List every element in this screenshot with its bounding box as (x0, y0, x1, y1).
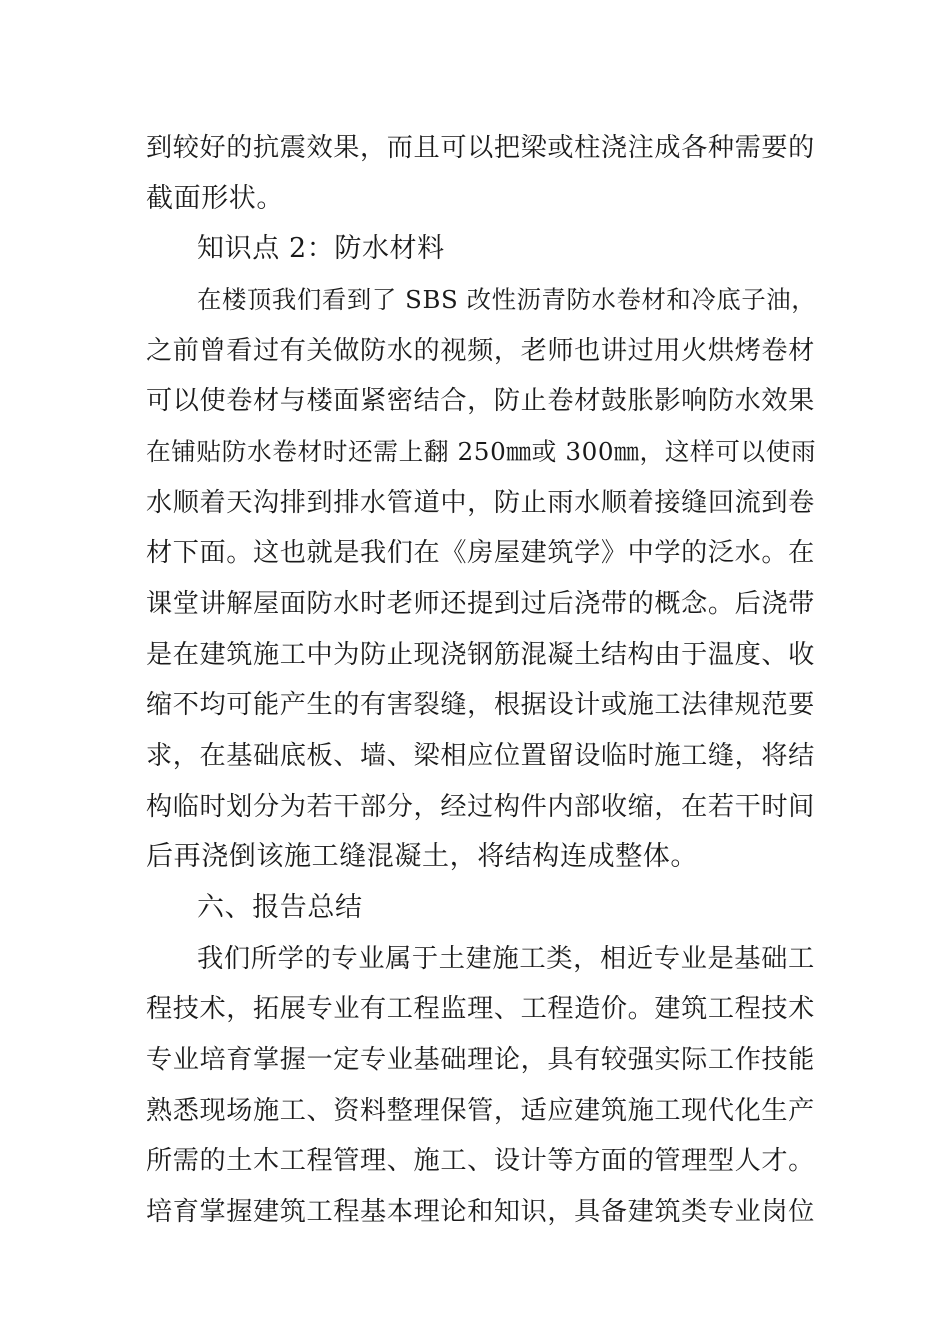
text-line: 到较好的抗震效果，而且可以把梁或柱浇注成各种需要的 (146, 133, 815, 163)
text-line: 构临时划分为若干部分，经过构件内部收缩，在若干时间 (146, 792, 815, 822)
text-line: 可以使卷材与楼面紧密结合，防止卷材鼓胀影响防水效果 (146, 386, 815, 416)
section-heading-knowledge-point-2: 知识点 2：防水材料 (197, 233, 445, 264)
text-line: 之前曾看过有关做防水的视频，老师也讲过用火烘烤卷材 (146, 336, 815, 366)
text-line: 培育掌握建筑工程基本理论和知识，具备建筑类专业岗位 (146, 1197, 815, 1227)
text-line: 材下面。这也就是我们在《房屋建筑学》中学的泛水。在 (146, 538, 815, 568)
text-line: 截面形状。 (146, 183, 284, 214)
text-line: 我们所学的专业属于土建施工类，相近专业是基础工 (197, 944, 815, 974)
text-line: 熟悉现场施工、资料整理保管，适应建筑施工现代化生产 (146, 1096, 815, 1126)
text-line: 专业培育掌握一定专业基础理论，具有较强实际工作技能 (146, 1045, 815, 1075)
section-heading-report-summary: 六、报告总结 (197, 892, 363, 923)
text-line: 后再浇倒该施工缝混凝土，将结构连成整体。 (146, 841, 698, 872)
text-line: 所需的土木工程管理、施工、设计等方面的管理型人才。 (146, 1146, 815, 1176)
text-line: 缩不均可能产生的有害裂缝，根据设计或施工法律规范要 (146, 690, 815, 720)
text-line: 水顺着天沟排到排水管道中，防止雨水顺着接缝回流到卷 (146, 488, 815, 518)
text-line: 是在建筑施工中为防止现浇钢筋混凝土结构由于温度、收 (146, 640, 815, 670)
text-line: 在铺贴防水卷材时还需上翻 250㎜或 300㎜，这样可以使雨 (146, 437, 817, 466)
text-line: 程技术，拓展专业有工程监理、工程造价。建筑工程技术 (146, 994, 815, 1024)
text-line: 课堂讲解屋面防水时老师还提到过后浇带的概念。后浇带 (146, 589, 815, 619)
text-line: 在楼顶我们看到了 SBS 改性沥青防水卷材和冷底子油， (197, 285, 817, 314)
text-line: 求，在基础底板、墙、梁相应位置留设临时施工缝，将结 (146, 741, 815, 771)
